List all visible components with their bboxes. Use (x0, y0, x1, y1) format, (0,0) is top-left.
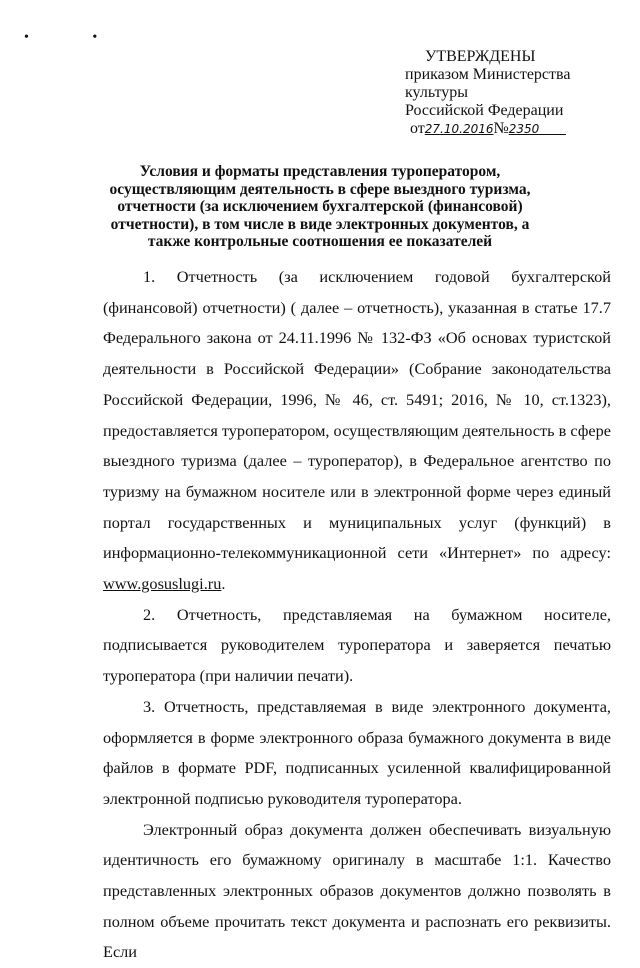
paragraph-3: 3. Отчетность, представляемая в виде электронного документа, оформляется в форме электронного образа бумажного документа в виде файлов в формате PDF, подписанных усиленной квалифицированной электронной подписью руководителя туроператора. (103, 696, 611, 808)
paragraph-1-text: 1. Отчетность (за исключением годовой бухгалтерской (финансовой) отчетности) ( далее – отчетность), указанная в статье 17.7 Федерального закона от 24.11.1996 № 132-ФЗ «Об основах туристской деятельности в Российской Федерации» (Собрание законодательства Российской Федерации, 1996, № 46, ст. 5491; 2016, № 10, ст.1323), предоставляется туроператором, осуществляющим деятельность в сфере выездного туризма (далее – туроператор), в Федеральное агентство по туризму на бумажном носителе или в электронной форме через единый портал государственных и муниципальных услуг (функций) в информационно-телекоммуникационной сети «Интернет» по адресу: (103, 267, 611, 563)
approval-country-line: Российской Федерации (405, 102, 564, 119)
paragraph-1-end: . (221, 574, 226, 594)
number-sign: № (493, 120, 509, 137)
paragraph-1 (103, 262, 611, 600)
document-title: Условия и форматы представления туроператором, осуществляющим деятельность в сфере выездного туризма, отчетности (за исключением бухгалтерской (финансовой) отчетности), в том числе в виде электронных документов, а также контрольные соотношения ее показателей (109, 163, 531, 250)
scan-marks: • • (24, 30, 128, 45)
underline-filler (539, 122, 566, 136)
approval-block (405, 48, 625, 138)
paragraph-2: 2. Отчетность, представляемая на бумажном носителе, подписывается руководителем туроператора и заверяется печатью туроператора (при наличии печати). (103, 604, 611, 686)
approval-order-line: приказом Министерства культуры (405, 66, 571, 101)
paragraph-4: Электронный образ документа должен обеспечивать визуальную идентичность его бумажному оригиналу в масштабе 1:1. Качество представленных электронных образов документов должно позволять в полном объеме прочитать текст документа и распознать его реквизиты. Если (103, 819, 611, 962)
gosuslugi-link[interactable]: www.gosuslugi.ru (103, 574, 222, 594)
approval-heading: УТВЕРЖДЕНЫ (425, 48, 536, 65)
document-body (103, 262, 611, 968)
from-label: от (410, 120, 425, 137)
order-number: 2350 (508, 122, 540, 136)
approval-date-number (405, 120, 625, 138)
order-date: 27.10.2016 (424, 122, 494, 136)
